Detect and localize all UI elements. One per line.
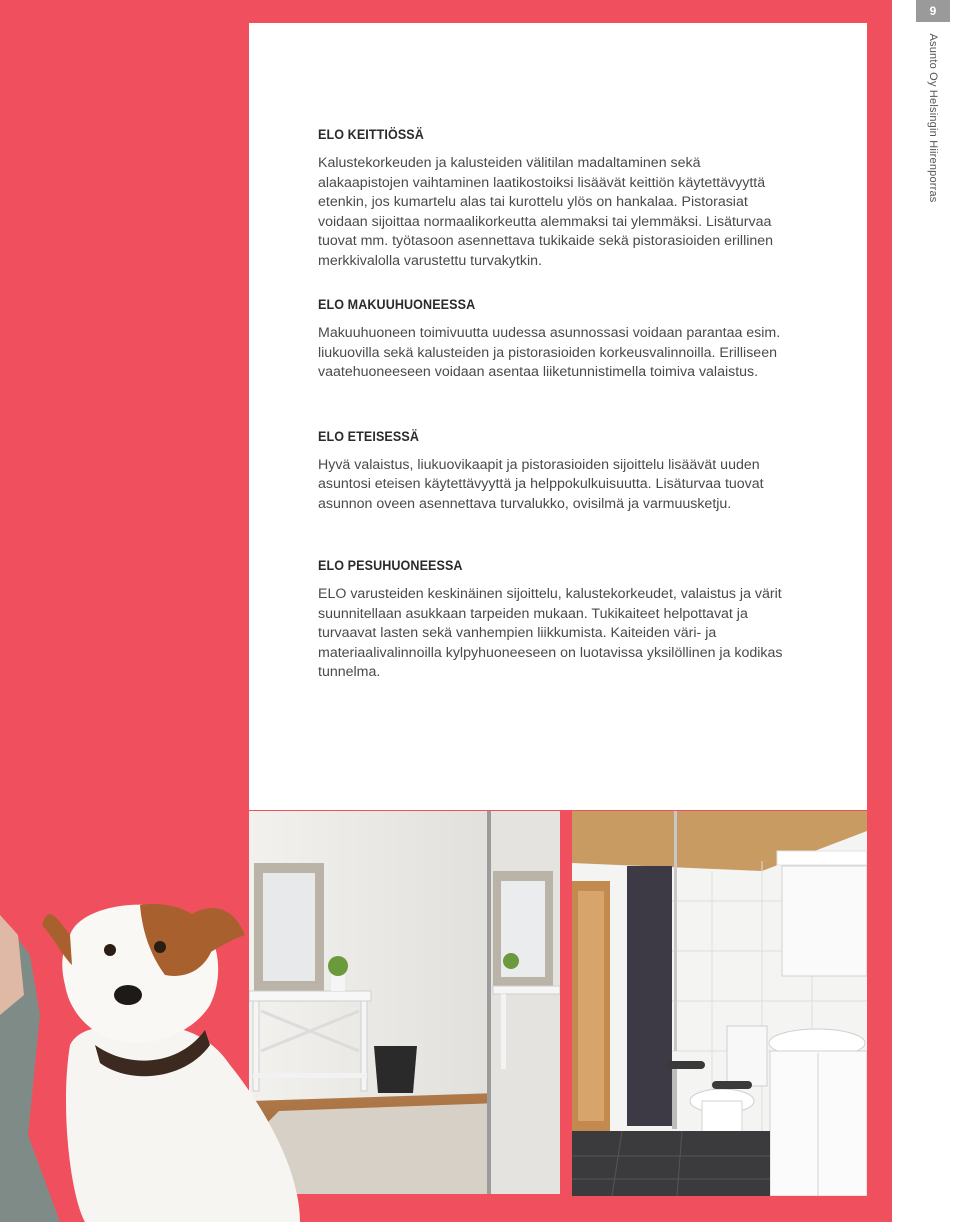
content-panel [249,23,867,810]
section-body: Makuuhuoneen toimivuutta uudessa asunnossasi voidaan parantaa esim. liukuovilla sekä kalusteiden ja pistorasioiden korkeusvalinnoilla. Erilliseen vaatehuoneeseen voidaan asentaa liiketunnistimella toimiva valaistus. [318,325,781,380]
section-heading: ELO PESUHUONEESSA [318,558,463,573]
section-heading: ELO MAKUUHUONEESSA [318,297,476,312]
page-number: 9 [916,0,950,22]
running-header: Asunto Oy Helsingin Hiirenporras [927,33,939,203]
section-bathroom [318,558,788,683]
bathroom-photo [572,811,867,1196]
section-bedroom [318,297,788,383]
section-body: ELO varusteiden keskinäinen sijoittelu, kalustekorkeudet, valaistus ja värit suunnitellaan asukkaan tarpeiden mukaan. Tukikaiteet helpottavat ja turvaavat lasten sekä vanhempien liikkumista. Kaiteiden väri- ja materiaalivalinnoilla kylpyhuoneeseen on luotavissa yksilöllinen ja kodikas tunnelma. [318,586,783,680]
page-margin-strip [892,0,960,1227]
section-body: Hyvä valaistus, liukuovikaapit ja pistorasioiden sijoittelu lisäävät uuden asuntosi eteisen käytettävyyttä ja helppokulkuisuutta. Lisäturvaa tuovat asunnon oveen asennettava turvalukko, ovisilmä ja varmuusketju. [318,456,764,512]
section-heading: ELO ETEISESSÄ [318,428,419,444]
section-heading: ELO KEITTIÖSSÄ [318,127,424,142]
article-sections [318,127,788,683]
section-kitchen [318,127,788,271]
section-hallway [318,429,788,515]
dog-photo [0,895,310,1222]
section-body: Kalustekorkeuden ja kalusteiden välitilan madaltaminen sekä alakaapistojen vaihtaminen laatikostoiksi lisäävät keittiön käytettävyyttä etenkin, jos kumartelu alas tai kurottelu ylös on hankalaa. Pistorasiat voidaan sijoittaa normaalikorkeutta alemmaksi tai ylemmäksi. Lisäturvaa tuovat mm. työtasoon asennettava tukikaide sekä pistorasioiden erillinen merkkivalolla varustettu turvakytkin. [318,155,774,269]
